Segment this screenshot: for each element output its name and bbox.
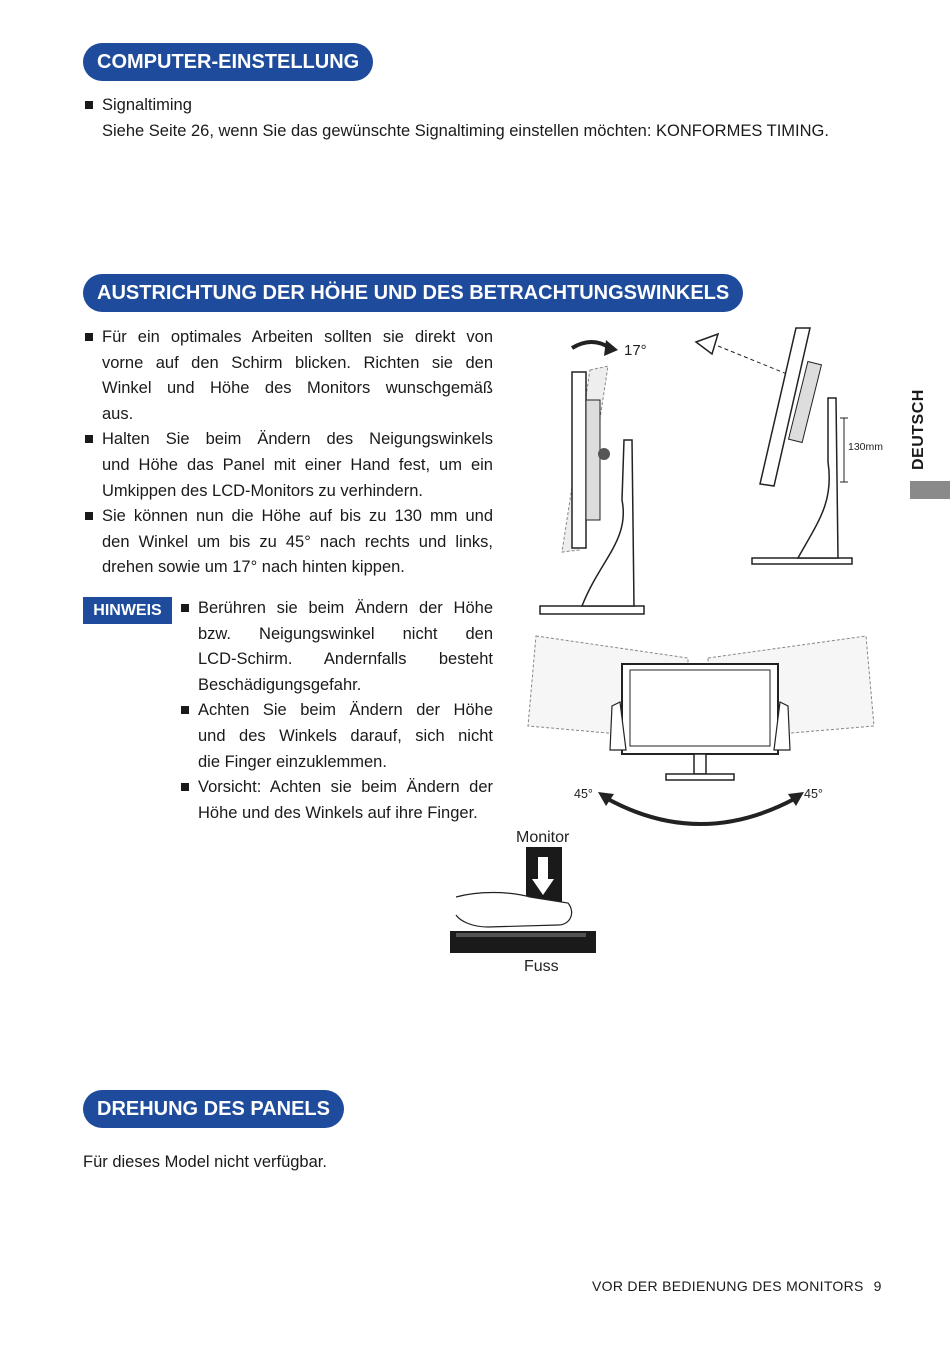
swivel-left-label: 45° [574, 787, 593, 801]
bullet-line: aus. [102, 404, 134, 423]
bullet-line: drehen sowie um 17° nach hinten kippen. [102, 558, 405, 577]
bullet-line: Sie können nun die Höhe auf bis zu 130 mm und [102, 507, 493, 526]
bullet-line: Achten Sie beim Ändern der Höhe [198, 701, 493, 720]
monitor-label: Monitor [516, 829, 570, 846]
bullet-marker [85, 435, 93, 443]
tilt-illustration [520, 330, 660, 620]
bullet-marker [85, 333, 93, 341]
note-badge: HINWEIS [83, 597, 172, 624]
language-tab-bar [910, 481, 950, 499]
tilt-panel [572, 372, 586, 548]
swivel-illustration [518, 630, 878, 830]
bullet-line: Winkel und Höhe des Monitors wunschgemäß [102, 379, 493, 398]
signaltiming-heading: Signaltiming [102, 96, 192, 114]
pinch-warning-illustration [448, 823, 608, 979]
bullet-line: LCD-Schirm. Andernfalls besteht [198, 650, 493, 669]
bullet-marker [181, 706, 189, 714]
page-footer [592, 1278, 882, 1294]
bullet-line: Höhe und des Winkels auf ihre Finger. [198, 803, 478, 822]
tilt-base [540, 606, 644, 614]
language-tab-label: DEUTSCH [910, 389, 927, 471]
bullet-line: Umkippen des LCD-Monitors zu verhindern. [102, 481, 423, 500]
bullet-line: Halten Sie beim Ändern des Neigungswinkels [102, 430, 493, 449]
bullet-line: Für ein optimales Arbeiten sollten sie direkt von [102, 328, 493, 346]
bullet-line: und des Winkels darauf, sich nicht [198, 727, 493, 745]
bullet-line: Berühren sie beim Ändern der Höhe [198, 599, 493, 617]
section-title-rotation: DREHUNG DES PANELS [83, 1090, 344, 1128]
bullet-line: und Höhe das Panel mit einer Hand fest, um ein [102, 456, 493, 474]
bullet-line: bzw. Neigungswinkel nicht den [198, 624, 493, 643]
page-number: 9 [873, 1278, 882, 1294]
bullet-line: den Winkel um bis zu 45° nach rechts und links, [102, 532, 493, 551]
footer-text: VOR DER BEDIENUNG DES MONITORS [592, 1278, 864, 1294]
section-title-computer: COMPUTER-EINSTELLUNG [83, 43, 373, 81]
height-illustration [688, 322, 898, 568]
rotation-text: Für dieses Model nicht verfügbar. [83, 1153, 327, 1171]
eye-icon [696, 334, 718, 354]
bullet-line: die Finger einzuklemmen. [198, 752, 387, 771]
bullet-marker [85, 101, 93, 109]
tilt-angle-label: 17° [624, 342, 647, 359]
swivel-right-label: 45° [804, 787, 823, 801]
bullet-marker [181, 783, 189, 791]
bullet-line: Vorsicht: Achten sie beim Ändern der [198, 778, 493, 797]
height-label: 130mm [848, 441, 884, 453]
swivel-arrow [606, 798, 796, 824]
bullet-marker [85, 512, 93, 520]
section-title-adjust: AUSTRICHTUNG DER HÖHE UND DES BETRACHTUNGSWINKELS [83, 274, 743, 312]
signaltiming-text: Siehe Seite 26, wenn Sie das gewünschte Signaltiming einstellen möchten: KONFORMES TIMING. [102, 122, 829, 140]
bullet-line: vorne auf den Schirm blicken. Richten sie den [102, 353, 493, 372]
foot-label: Fuss [524, 958, 559, 975]
bullet-line: Beschädigungsgefahr. [198, 675, 362, 694]
tilt-arrow [572, 342, 610, 348]
bullet-marker [181, 604, 189, 612]
